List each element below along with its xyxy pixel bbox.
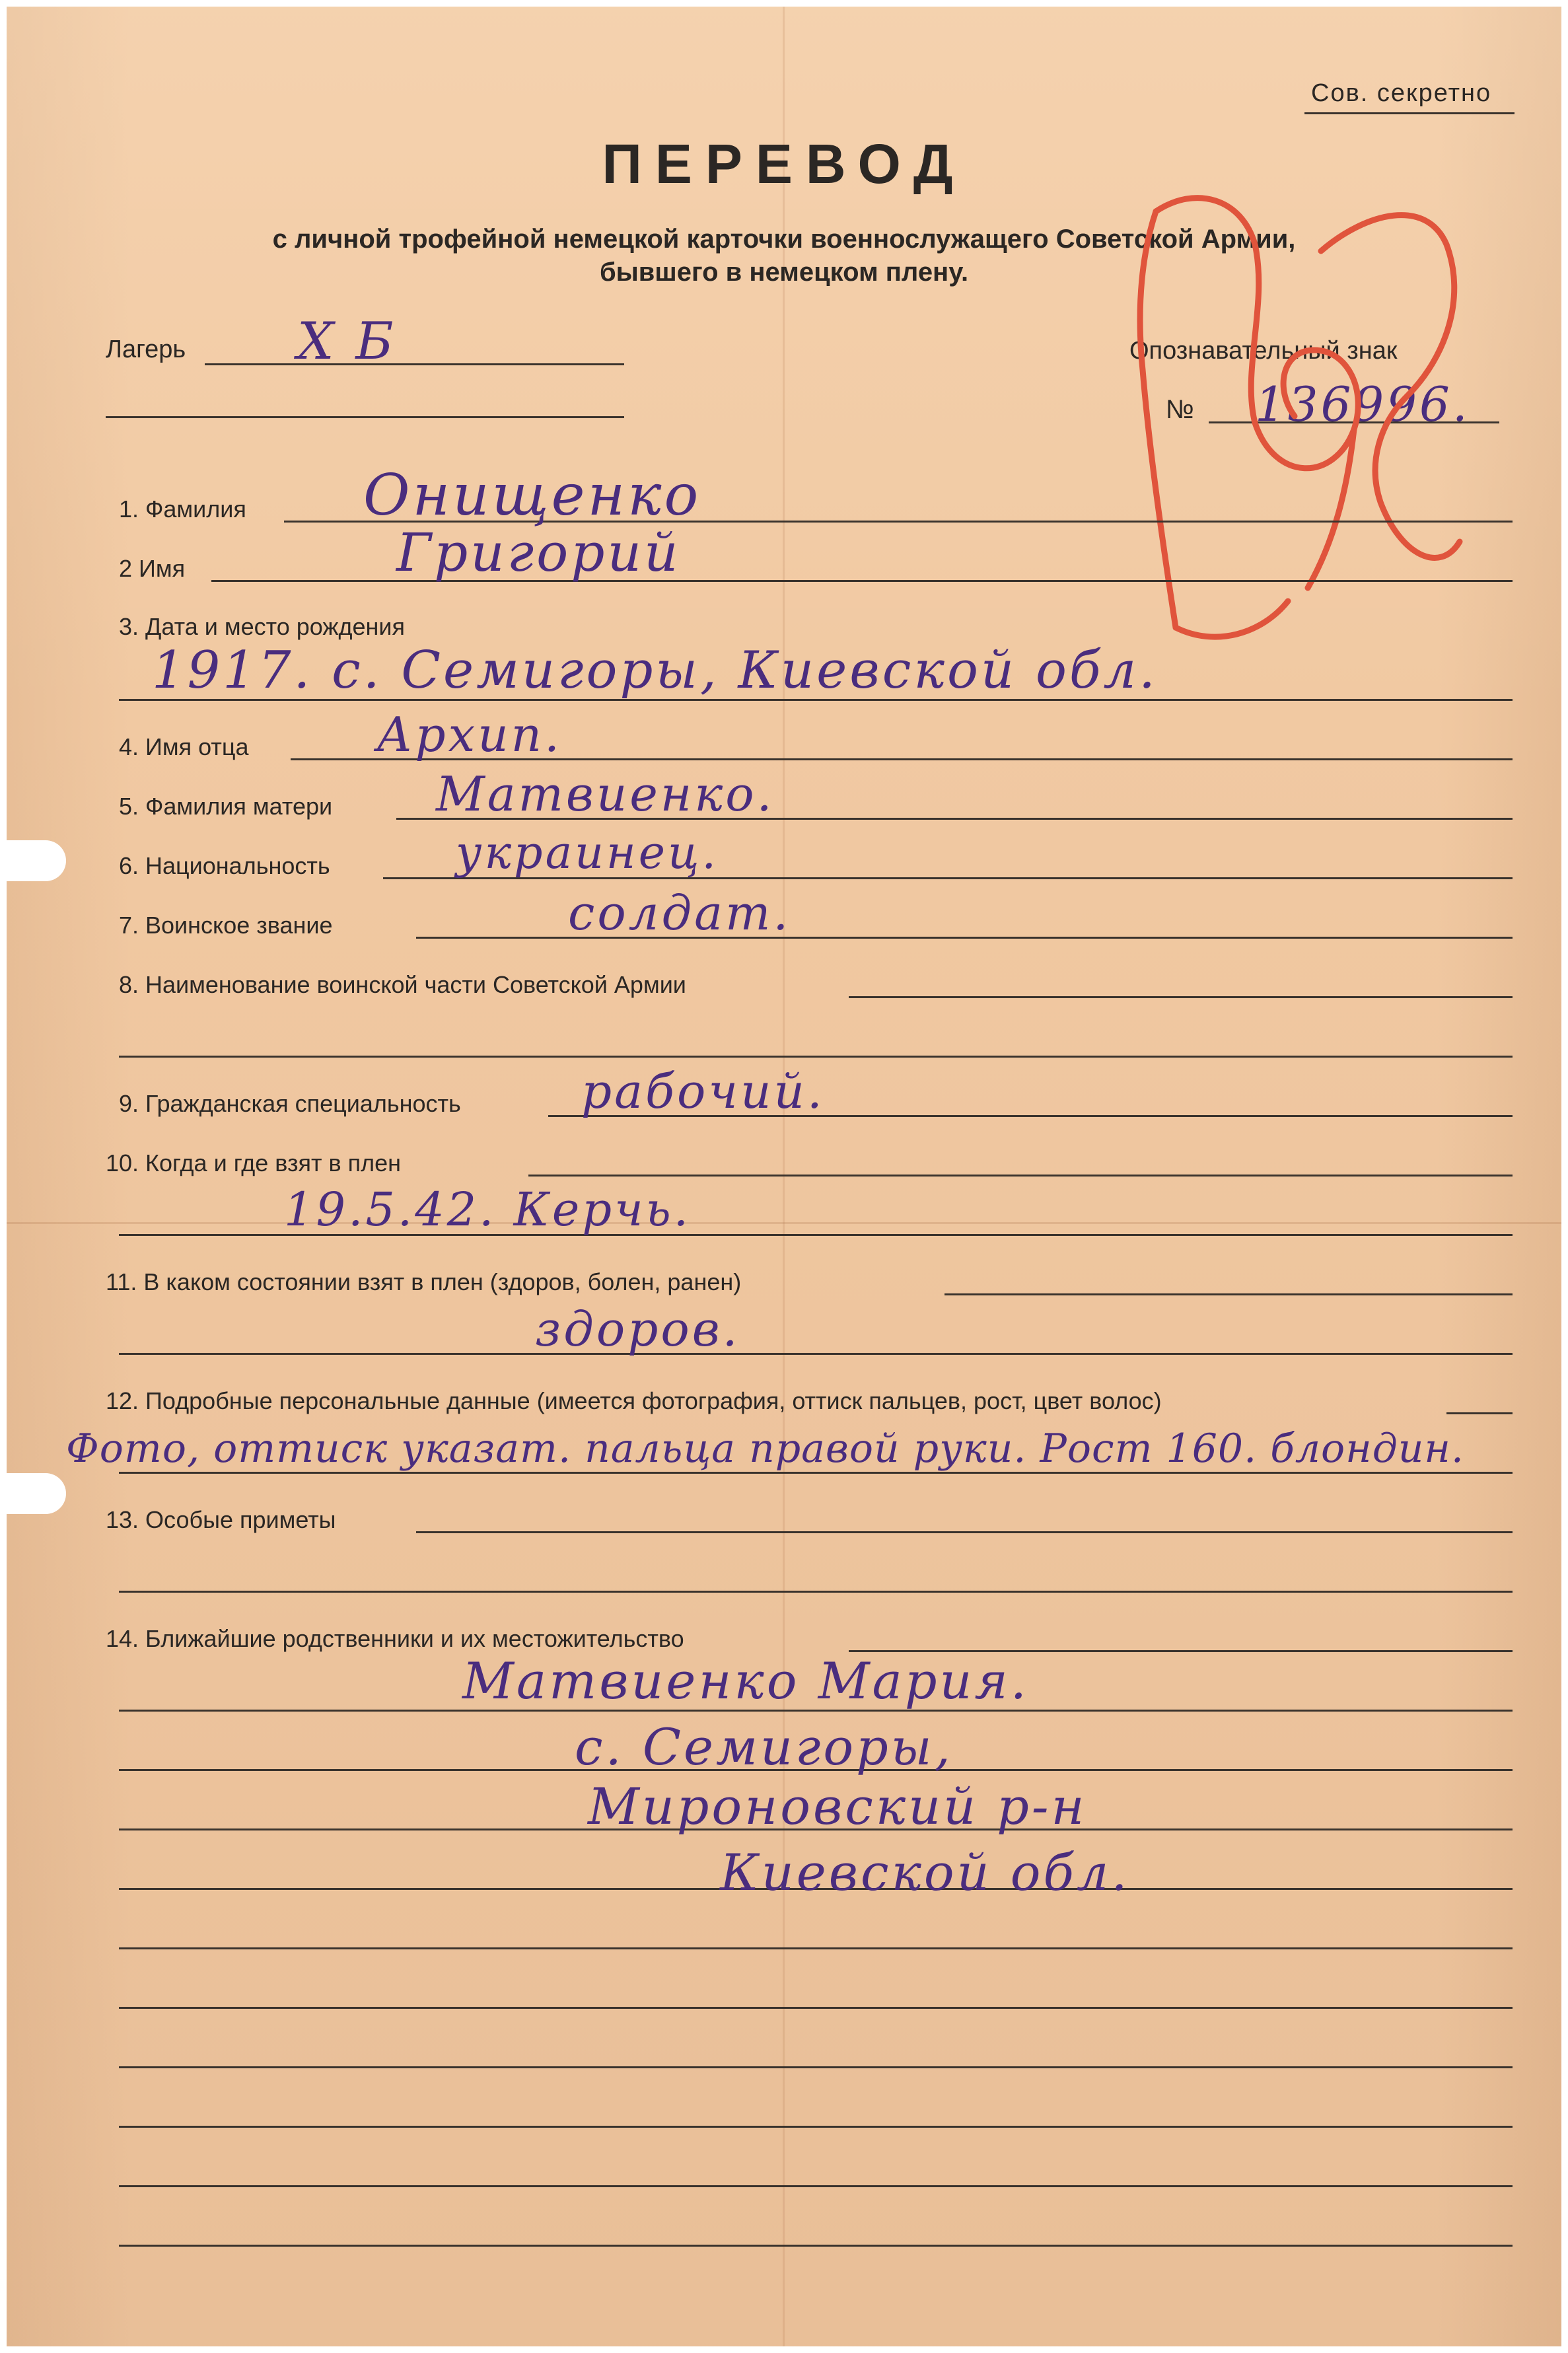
document-title: ПЕРЕВОД — [602, 133, 966, 195]
field-line — [849, 996, 1513, 998]
field-line — [119, 1591, 1513, 1593]
ruled-line — [119, 2126, 1513, 2128]
field-line — [119, 1353, 1513, 1355]
field-value: рабочий. — [581, 1064, 825, 1119]
field-line — [119, 1472, 1513, 1474]
field-label: 6. Национальность — [119, 852, 330, 879]
field-label: 12. Подробные персональные данные (имеется фотография, оттиск пальцев, рост, цвет волос) — [106, 1387, 1162, 1414]
field-value: Григорий — [396, 522, 681, 583]
field-value: 19.5.42. Керчь. — [284, 1182, 692, 1237]
field-label: 8. Наименование воинской части Советской Армии — [119, 971, 686, 998]
document-subtitle-line2: бывшего в немецком плену. — [599, 258, 969, 287]
field-label: 7. Воинское звание — [119, 912, 333, 939]
id-tag-label: Опознавательный знак — [1129, 337, 1398, 365]
field-label: 11. В каком состоянии взят в плен (здоров, болен, ранен) — [106, 1268, 742, 1295]
red-ink-mark — [1116, 172, 1486, 687]
field-line — [416, 1531, 1513, 1533]
field-value: солдат. — [568, 885, 791, 941]
field-label: 1. Фамилия — [119, 495, 246, 523]
classification-underline — [1304, 112, 1515, 114]
field-label: 3. Дата и место рождения — [119, 613, 405, 640]
document-sheet — [7, 7, 1561, 2346]
classification-mark: Сов. секретно — [1311, 79, 1492, 107]
field-label: 13. Особые приметы — [106, 1506, 336, 1533]
field-value: Фото, оттиск указат. пальца правой руки. Рост 160. блондин. — [66, 1426, 1464, 1472]
camp-label: Лагерь — [106, 336, 186, 363]
camp-line-2 — [106, 416, 624, 418]
camp-value: X Б — [297, 312, 396, 371]
relatives-line: Киевской обл. — [720, 1843, 1130, 1902]
ruled-line — [119, 2245, 1513, 2247]
ruled-line — [119, 1947, 1513, 1949]
field-label: 4. Имя отца — [119, 733, 249, 760]
field-line — [528, 1175, 1513, 1176]
relatives-line: с. Семигоры, — [575, 1718, 953, 1776]
field-value: 1917. с. Семигоры, Киевской обл. — [152, 641, 1158, 700]
ruled-line — [119, 2007, 1513, 2009]
field-label: 9. Гражданская специальность — [119, 1090, 461, 1117]
field-value: здоров. — [535, 1301, 740, 1357]
id-tag-number-label: № — [1166, 395, 1194, 424]
field-label: 14. Ближайшие родственники и их местожительство — [106, 1625, 684, 1652]
field-value: Матвиенко. — [436, 766, 775, 822]
punch-hole — [7, 840, 66, 881]
field-value: Архип. — [376, 707, 562, 762]
field-value: украинец. — [456, 827, 719, 879]
relatives-line: Матвиенко Мария. — [462, 1651, 1029, 1710]
field-label: 5. Фамилия матери — [119, 793, 333, 820]
field-label: 2 Имя — [119, 555, 186, 582]
punch-hole — [7, 1473, 66, 1514]
field-value: Онищенко — [363, 462, 701, 528]
paper-fold — [783, 7, 785, 2346]
camp-line — [205, 363, 624, 365]
ruled-line — [119, 2185, 1513, 2187]
id-tag-value: 136996. — [1255, 377, 1470, 432]
field-label: 10. Когда и где взят в плен — [106, 1149, 401, 1176]
document-subtitle-line1: с личной трофейной немецкой карточки военнослужащего Советской Армии, — [272, 225, 1296, 254]
field-line — [1446, 1412, 1513, 1414]
field-line — [119, 1056, 1513, 1058]
field-line — [944, 1293, 1513, 1295]
ruled-line — [119, 2066, 1513, 2068]
relatives-line: Мироновский р-н — [588, 1777, 1087, 1836]
